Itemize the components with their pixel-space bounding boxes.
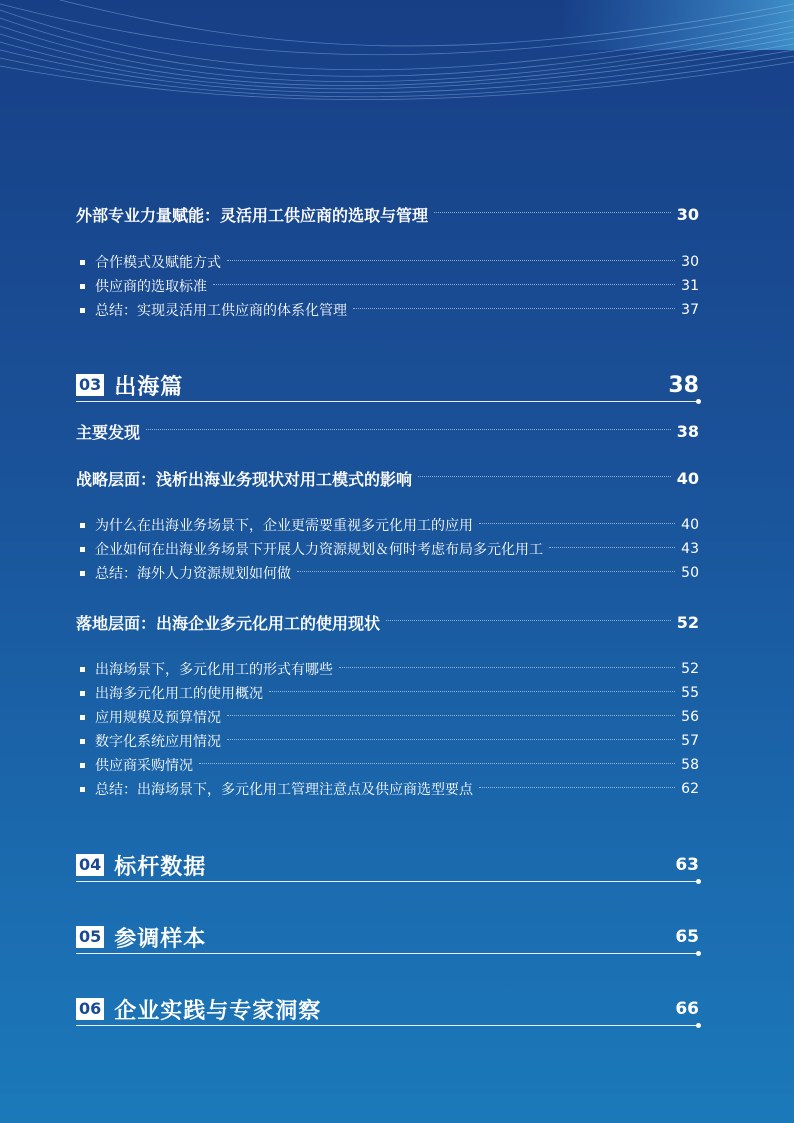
toc-item[interactable] <box>80 779 699 799</box>
toc-page-number: 30 <box>681 254 699 270</box>
header-wave-decoration <box>0 0 794 130</box>
bullet-icon <box>80 715 85 720</box>
dotted-leader <box>213 284 675 285</box>
toc-section-strategy[interactable] <box>76 467 699 490</box>
toc-page-number: 40 <box>676 469 699 488</box>
toc-item[interactable] <box>80 300 699 320</box>
toc-page-number: 37 <box>681 302 699 318</box>
toc-item[interactable] <box>80 276 699 296</box>
toc-section-title: 主要发现 <box>76 423 141 442</box>
toc-item[interactable] <box>80 707 699 727</box>
toc-page-number: 57 <box>681 733 699 749</box>
toc-item[interactable] <box>80 755 699 775</box>
bullet-icon <box>80 284 85 289</box>
toc-page-number: 50 <box>681 565 699 581</box>
rule-end-dot <box>696 879 701 884</box>
bullet-icon <box>80 787 85 792</box>
bullet-icon <box>80 691 85 696</box>
toc-page-number: 31 <box>681 278 699 294</box>
chapter-number-badge: 06 <box>76 998 104 1020</box>
dotted-leader <box>227 715 675 716</box>
dotted-leader <box>479 787 675 788</box>
bullet-icon <box>80 763 85 768</box>
toc-item-title: 出海场景下，多元化用工的形式有哪些 <box>95 662 333 678</box>
toc-page-number: 38 <box>668 372 699 398</box>
toc-chapter-06[interactable] <box>76 994 699 1024</box>
toc-chapter-03[interactable] <box>76 370 699 400</box>
toc-page-number: 52 <box>681 661 699 677</box>
chapter-number-badge: 04 <box>76 854 104 876</box>
chapter-title: 出海篇 <box>114 374 184 400</box>
toc-item[interactable] <box>80 252 699 272</box>
toc-item-title: 合作模式及赋能方式 <box>95 255 221 271</box>
toc-page-number: 58 <box>681 757 699 773</box>
dotted-leader <box>434 212 671 213</box>
dotted-leader <box>418 476 671 477</box>
chapter-title: 参调样本 <box>114 926 207 952</box>
bullet-icon <box>80 667 85 672</box>
toc-chapter-04[interactable] <box>76 850 699 880</box>
toc-item[interactable] <box>80 659 699 679</box>
toc-page-number: 65 <box>675 927 699 947</box>
toc-item-title: 出海多元化用工的使用概况 <box>95 686 263 702</box>
toc-page-number: 62 <box>681 781 699 797</box>
dotted-leader <box>227 739 675 740</box>
bullet-icon <box>80 260 85 265</box>
toc-page-number: 30 <box>676 205 699 224</box>
toc-item[interactable] <box>80 563 699 583</box>
toc-item-title: 数字化系统应用情况 <box>95 734 221 750</box>
toc-section-external[interactable] <box>76 203 699 226</box>
dotted-leader <box>199 763 675 764</box>
toc-section-main-findings[interactable] <box>76 420 699 443</box>
toc-item-title: 供应商采购情况 <box>95 758 193 774</box>
toc-item-title: 总结：海外人力资源规划如何做 <box>95 566 291 582</box>
toc-item[interactable] <box>80 539 699 559</box>
bullet-icon <box>80 547 85 552</box>
toc-page-number: 63 <box>675 855 699 875</box>
bullet-icon <box>80 308 85 313</box>
dotted-leader <box>353 308 675 309</box>
chapter-number-badge: 05 <box>76 926 104 948</box>
dotted-leader <box>549 547 675 548</box>
toc-chapter-05[interactable] <box>76 922 699 952</box>
toc-item-title: 为什么在出海业务场景下，企业更需要重视多元化用工的应用 <box>95 518 473 534</box>
dotted-leader <box>146 429 671 430</box>
toc-section-title: 外部专业力量赋能：灵活用工供应商的选取与管理 <box>76 206 429 225</box>
toc-item[interactable] <box>80 515 699 535</box>
toc-item-title: 总结：实现灵活用工供应商的体系化管理 <box>95 303 347 319</box>
toc-item-title: 供应商的选取标准 <box>95 279 207 295</box>
toc-page-number: 52 <box>676 613 699 632</box>
dotted-leader <box>386 620 671 621</box>
toc-item-title: 应用规模及预算情况 <box>95 710 221 726</box>
dotted-leader <box>269 691 675 692</box>
bullet-icon <box>80 739 85 744</box>
dotted-leader <box>227 260 675 261</box>
chapter-number-badge: 03 <box>76 374 104 396</box>
toc-item[interactable] <box>80 731 699 751</box>
toc-page-number: 55 <box>681 685 699 701</box>
toc-section-title: 战略层面：浅析出海业务现状对用工模式的影响 <box>76 470 413 489</box>
bullet-icon <box>80 571 85 576</box>
rule-end-dot <box>696 399 701 404</box>
dotted-leader <box>339 667 675 668</box>
toc-section-title: 落地层面：出海企业多元化用工的使用现状 <box>76 614 381 633</box>
chapter-title: 标杆数据 <box>114 854 207 880</box>
dotted-leader <box>479 523 675 524</box>
rule-end-dot <box>696 1023 701 1028</box>
toc-item[interactable] <box>80 683 699 703</box>
toc-page-number: 38 <box>676 422 699 441</box>
toc-page-number: 66 <box>675 999 699 1019</box>
toc-page-number: 56 <box>681 709 699 725</box>
toc-page-number: 43 <box>681 541 699 557</box>
chapter-title: 企业实践与专家洞察 <box>114 998 322 1024</box>
rule-end-dot <box>696 951 701 956</box>
toc-item-title: 总结：出海场景下，多元化用工管理注意点及供应商选型要点 <box>95 782 473 798</box>
toc-item-title: 企业如何在出海业务场景下开展人力资源规划＆何时考虑布局多元化用工 <box>95 542 543 558</box>
toc-page-number: 40 <box>681 517 699 533</box>
bullet-icon <box>80 523 85 528</box>
toc-section-landing[interactable] <box>76 611 699 634</box>
dotted-leader <box>297 571 675 572</box>
